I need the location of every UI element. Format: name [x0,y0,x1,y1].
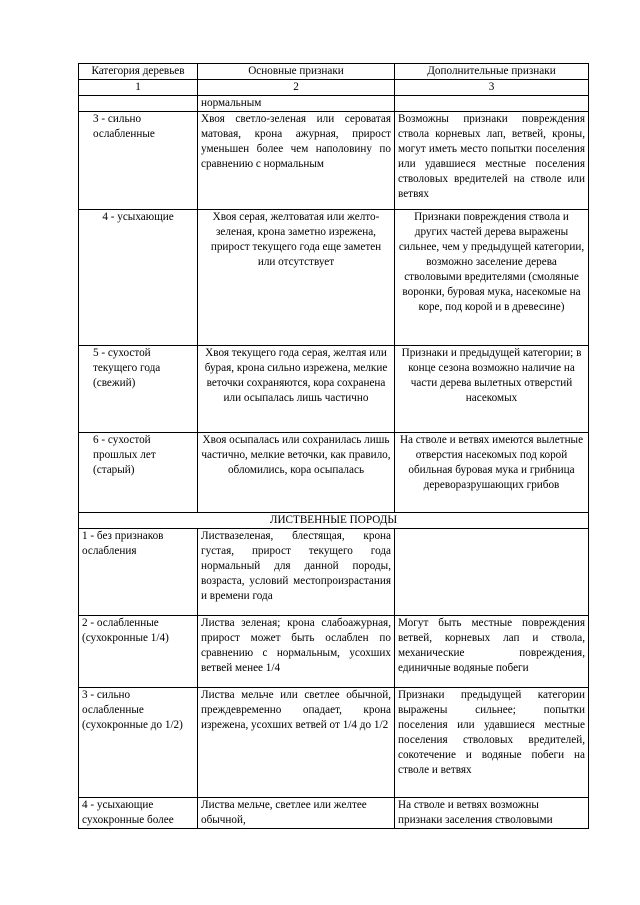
category-cell: 3 - сильно ослабленные [79,112,198,210]
category-cell [79,96,198,112]
extra-signs-cell: Возможны признаки повреждения ствола корневых лап, ветвей, кроны, могут иметь место попытки поселения или удавшиеся местные поселения стволовых вредителей на стволе или ветвях [395,112,589,210]
main-signs-cell: Хвоя осыпалась или сохранилась лишь частично, мелкие веточки, как правило, обломились, кора осыпалась [198,433,395,513]
section-row [79,513,589,529]
extra-signs-cell: Могут быть местные повреждения ветвей, корневых лап и ствола, механические повреждения, единичные водяные побеги [395,616,589,688]
header-row [79,64,589,80]
extra-signs-cell [395,96,589,112]
table-row [79,529,589,616]
extra-signs-cell: На стволе и ветвях возможны признаки заселения стволовыми [395,798,589,829]
section-title: ЛИСТВЕННЫЕ ПОРОДЫ [79,513,589,529]
main-signs-cell: Листва мельче, светлее или желтее обычной, [198,798,395,829]
main-signs-cell: Хвоя серая, желтоватая или желто-зеленая, крона заметно изрежена, прирост текущего года еще заметен или отсутствует [198,210,395,346]
extra-signs-cell: Признаки предыдущей категории выражены сильнее; попытки поселения или удавшиеся местные поселения стволовых вредителей, сокотечение и водяные побеги на стволе и ветвях [395,688,589,798]
table-row [79,112,589,210]
table-row [79,798,589,829]
extra-signs-cell: Признаки повреждения ствола и других частей дерева выражены сильнее, чем у предыдущей категории, возможно заселение дерева стволовыми вредителями (смоляные воронки, буровая мука, насекомые на коре, под корой и в древесине) [395,210,589,346]
main-signs-cell: Листва зеленая; крона слабоажурная, прирост может быть ослаблен по сравнению с нормальным, усохших ветвей менее 1/4 [198,616,395,688]
table-row [79,688,589,798]
table-row [79,433,589,513]
header-extra-signs: Дополнительные признаки [395,64,589,80]
category-cell: 1 - без признаков ослабления [79,529,198,616]
table-row [79,96,589,112]
column-number: 3 [395,80,589,96]
header-main-signs: Основные признаки [198,64,395,80]
extra-signs-cell: Признаки и предыдущей категории; в конце сезона возможно наличие на части дерева вылетных отверстий насекомых [395,346,589,433]
column-number-row [79,80,589,96]
main-signs-cell: Листвазеленая, блестящая, крона густая, прирост текущего года нормальный для данной породы, возраста, условий местопроизрастания и времени года [198,529,395,616]
table-row [79,210,589,346]
column-number: 1 [79,80,198,96]
extra-signs-cell [395,529,589,616]
category-cell: 5 - сухостой текущего года (свежий) [79,346,198,433]
category-cell: 4 - усыхающие сухокронные более [79,798,198,829]
table-row [79,346,589,433]
category-cell: 6 - сухостой прошлых лет (старый) [79,433,198,513]
category-cell: 2 - ослабленные (сухокронные 1/4) [79,616,198,688]
table-row [79,616,589,688]
main-signs-cell: Хвоя текущего года серая, желтая или бурая, крона сильно изрежена, мелкие веточки сохраняются, кора сохранена или осыпалась лишь частично [198,346,395,433]
main-signs-cell: Листва мельче или светлее обычной, преждевременно опадает, крона изрежена, усохших ветвей от 1/4 до 1/2 [198,688,395,798]
main-signs-cell: нормальным [198,96,395,112]
category-cell: 3 - сильно ослабленные (сухокронные до 1/2) [79,688,198,798]
tree-condition-table [78,63,589,829]
category-cell: 4 - усыхающие [79,210,198,346]
extra-signs-cell: На стволе и ветвях имеются вылетные отверстия насекомых под корой обильная буровая мука и грибница дереворазрушающих грибов [395,433,589,513]
main-signs-cell: Хвоя светло-зеленая или сероватая матовая, крона ажурная, прирост уменьшен более чем наполовину по сравнению с нормальным [198,112,395,210]
column-number: 2 [198,80,395,96]
header-category: Категория деревьев [79,64,198,80]
